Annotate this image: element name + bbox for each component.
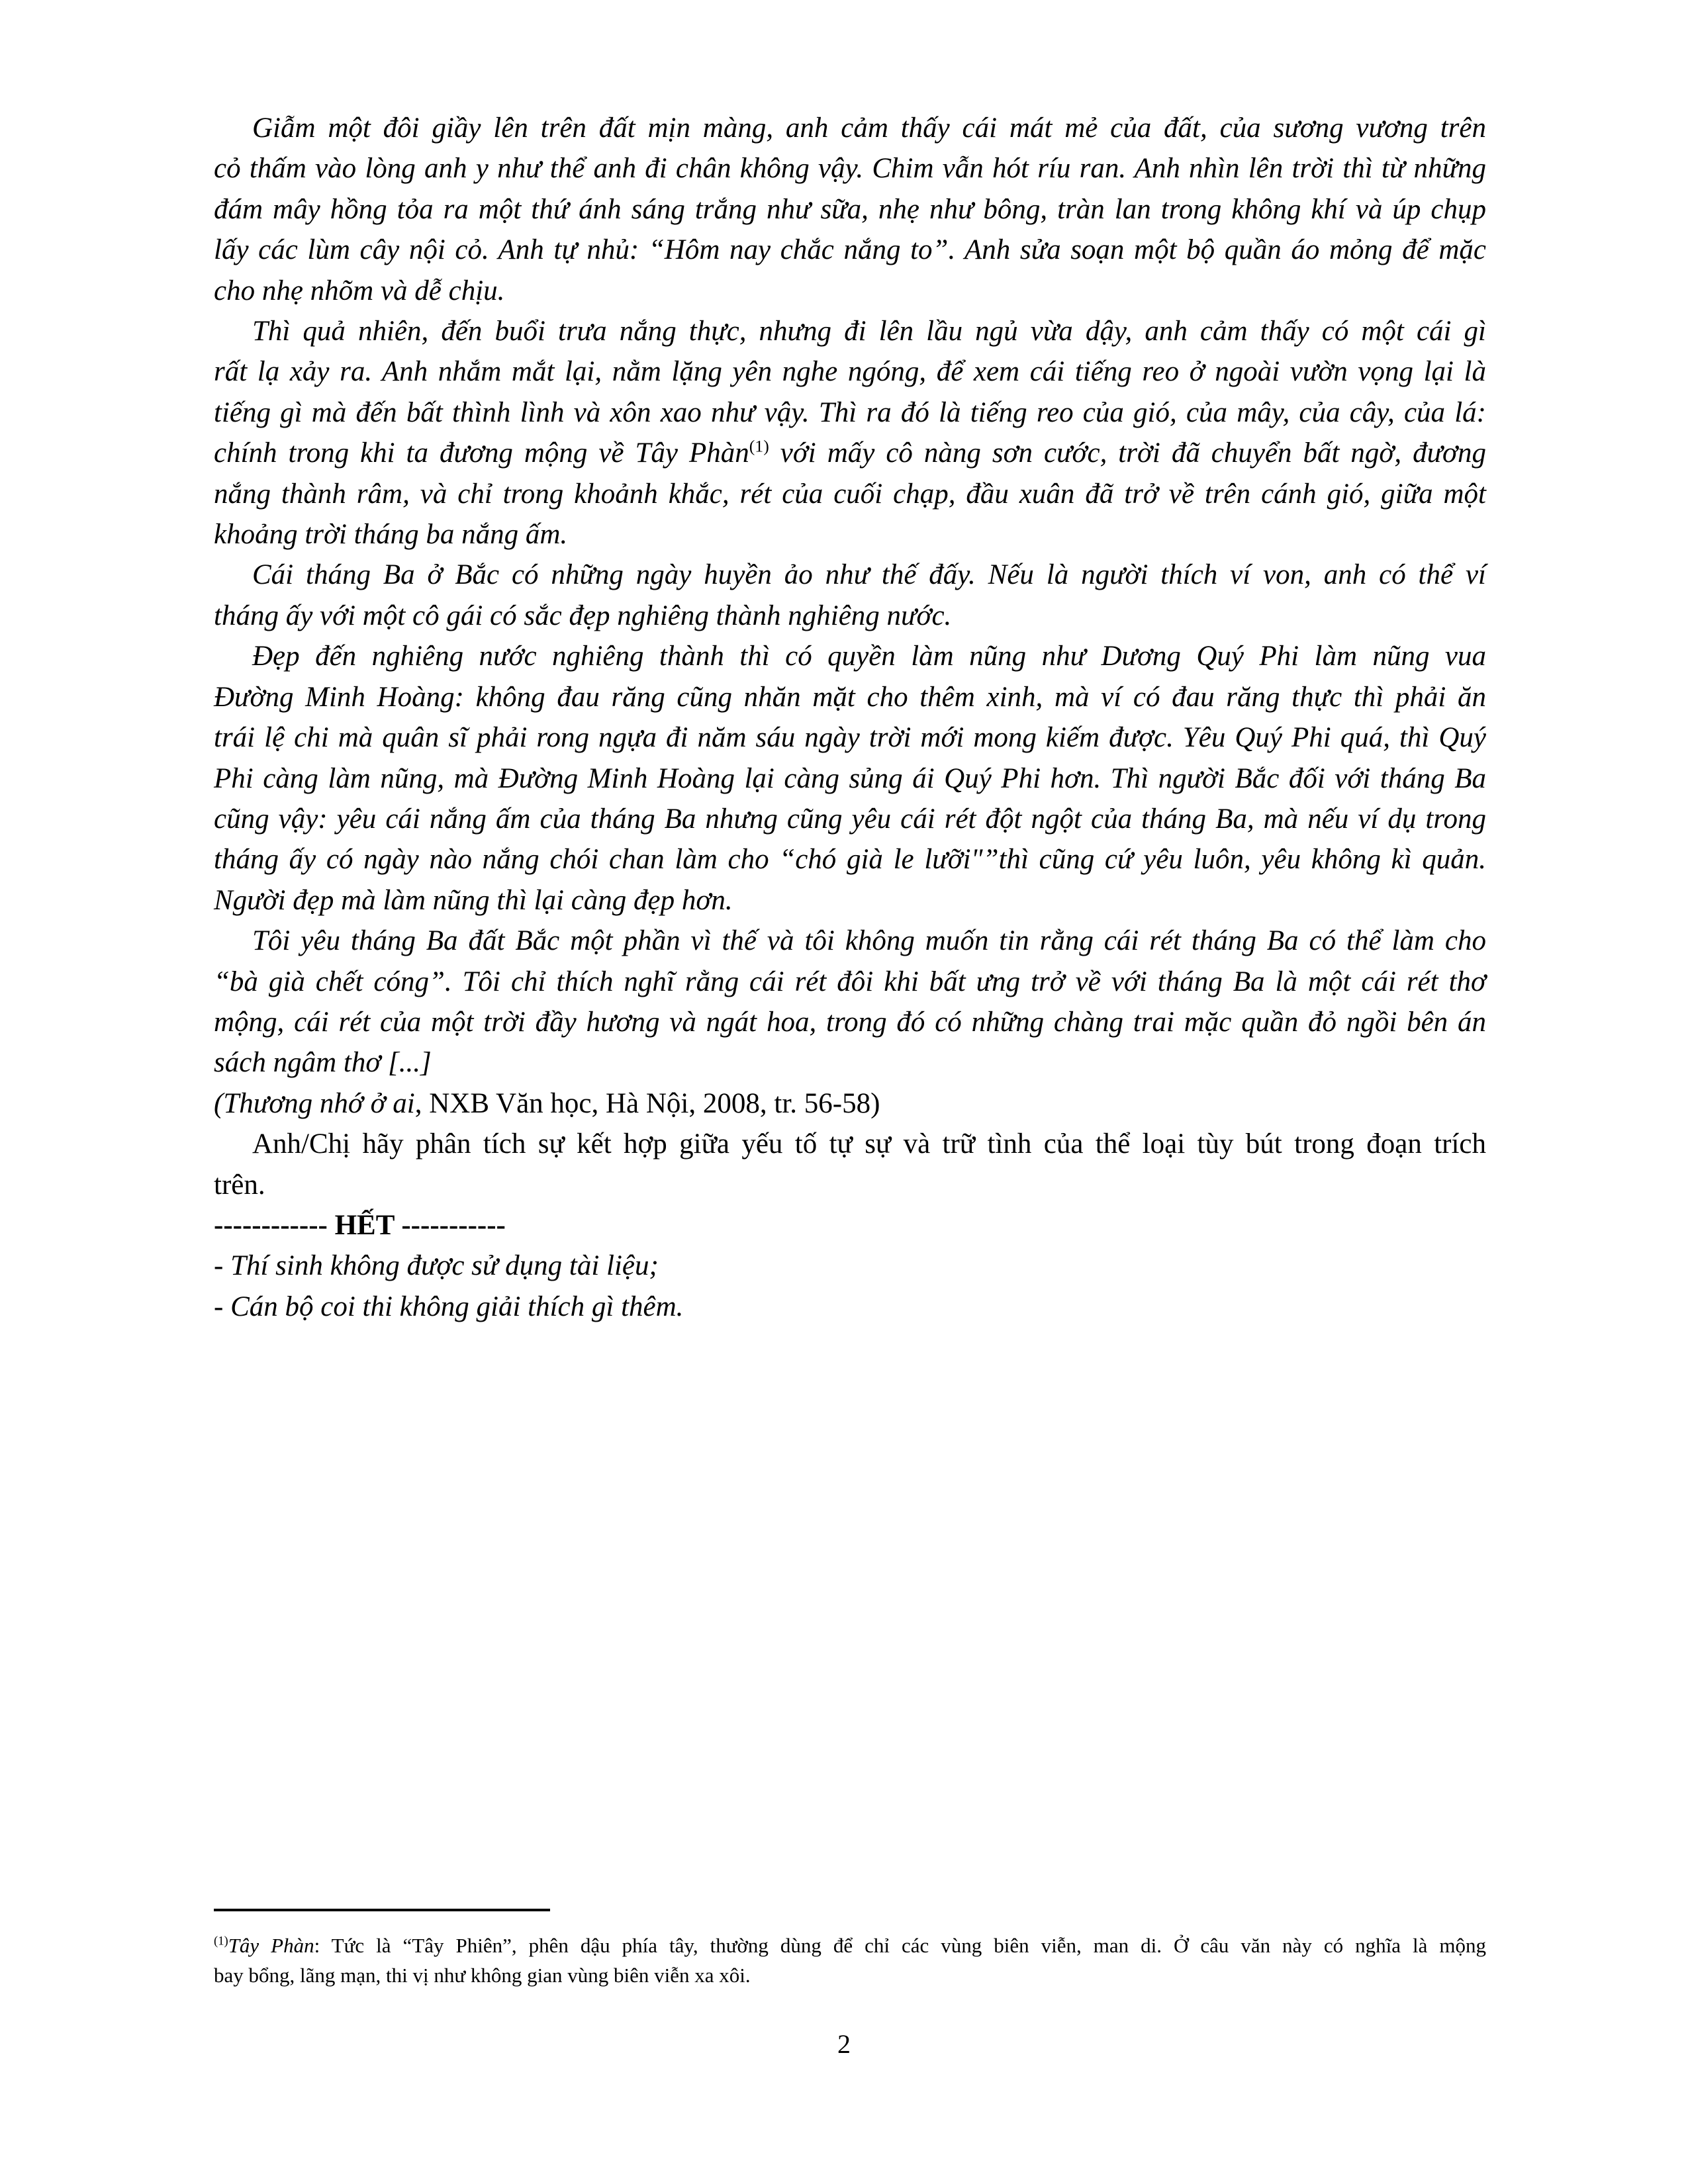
passage-line: sách ngâm thơ [...] [214,1047,432,1079]
source-citation [214,1083,1486,1124]
footnote-line-2: bay bổng, lãng mạn, thi vị như không gian vùng biên viễn xa xôi. [214,1964,751,1987]
passage-line: cỏ thấm vào lòng anh y như thể anh đi chân không vậy. Chim vẫn hót ríu ran. Anh nhìn lên trời thì từ những [214,153,1486,185]
question-line: Anh/Chị hãy phân tích sự kết hợp giữa yếu tố tự sự và trữ tình của thể loại tùy bút trong đoạn trích [252,1128,1486,1160]
passage-line: khoảng trời tháng ba nắng ấm. [214,519,568,551]
passage-line: tháng ấy với một cô gái có sắc đẹp nghiêng thành nghiêng nước. [214,600,952,631]
passage-line: cho nhẹ nhõm và dễ chịu. [214,275,505,306]
page-number: 2 [837,2029,851,2059]
footnote-reference[interactable]: (1) [749,436,769,456]
exam-note: - Cán bộ coi thi không giải thích gì thêm. [214,1291,684,1322]
passage-line: đám mây hồng tỏa ra một thứ ánh sáng trắng như sữa, nhẹ như bông, tràn lan trong không khí và úp chụp [214,193,1486,225]
passage-line: Phi càng làm nũng, mà Đường Minh Hoàng lại càng sủng ái Quý Phi hơn. Thì người Bắc đối với tháng Ba [214,762,1486,794]
document-body [214,108,1486,1327]
passage-line: Đẹp đến nghiêng nước nghiêng thành thì có quyền làm nũng như Dương Quý Phi làm nũng vua [252,641,1486,672]
passage-line: tiếng gì mà đến bất thình lình và xôn xao như vậy. Thì ra đó là tiếng reo của gió, của mây, của cây, của lá: [214,396,1486,428]
citation-rest: , NXB Văn học, Hà Nội, 2008, tr. 56-58) [414,1087,880,1119]
passage-line: chính trong khi ta đương mộng về Tây Phàn$^{(1)}$ với mấy cô nàng sơn cước, trời đã chuyển bất ngờ, đương [214,436,1486,469]
passage-line: Cái tháng Ba ở Bắc có những ngày huyền ảo như thế đấy. Nếu là người thích ví von, anh có thể ví [252,559,1486,591]
passage-line: Thì quả nhiên, đến buổi trưa nắng thực, nhưng đi lên lầu ngủ vừa dậy, anh cảm thấy có một cái gì [252,316,1486,347]
passage-line: Giẫm một đôi giầy lên trên đất mịn màng, anh cảm thấy cái mát mẻ của đất, của sương vương trên [252,113,1486,144]
question-line: trên. [214,1169,265,1201]
footnote-mark: (1) [214,1934,228,1948]
passage-line: lấy các lùm cây nội cỏ. Anh tự nhủ: “Hôm nay chắc nắng to”. Anh sửa soạn một bộ quần áo mỏng để mặc [214,234,1486,266]
passage-line: cũng vậy: yêu cái nắng ấm của tháng Ba nhưng cũng yêu cái rét đột ngột của tháng Ba, mà nếu ví dụ trong [214,803,1486,835]
footnote-term: Tây Phàn [228,1934,314,1957]
exam-note: - Thí sinh không được sử dụng tài liệu; [214,1250,659,1282]
footnote-line-1 [214,1931,1486,1960]
citation-title: Thương nhớ ở ai [223,1087,415,1119]
footnote-divider [214,1909,550,1911]
citation-open: ( [214,1087,224,1119]
footnote [214,1931,1486,1990]
passage-line: Tôi yêu tháng Ba đất Bắc một phần vì thế và tôi không muốn tin rằng cái rét tháng Ba có thể làm cho [252,925,1486,957]
passage-line: “bà già chết cóng”. Tôi chỉ thích nghĩ rằng cái rét đôi khi bất ưng trở về với tháng Ba là một cái rét thơ [214,966,1486,997]
passage-line: nắng thành râm, và chỉ trong khoảnh khắc, rét của cuối chạp, đầu xuân đã trở về trên cánh gió, giữa một [214,478,1486,510]
end-marker: ------------ HẾT ----------- [214,1209,506,1241]
passage-line: rất lạ xảy ra. Anh nhắm mắt lại, nằm lặng yên nghe ngóng, để xem cái tiếng reo ở ngoài vườn vọng lại là [214,356,1486,388]
passage-line: Người đẹp mà làm nũng thì lại càng đẹp hơn. [214,884,733,916]
passage-line: trái lệ chi mà quân sĩ phải rong ngựa đi năm sáu ngày trời mới mong kiếm được. Yêu Quý Phi quá, thì Quý [214,722,1486,754]
passage-line: mộng, cái rét của một trời đầy hương và ngát hoa, trong đó có những chàng trai mặc quần đỏ ngồi bên án [214,1006,1486,1038]
footnote-text: : Tức là “Tây Phiên”, phên dậu phía tây, thường dùng để chỉ các vùng biên viễn, man di. Ở câu văn này có nghĩa là mộng [314,1934,1487,1957]
passage-line: tháng ấy có ngày nào nắng chói chan làm cho “chó già le lưỡi"”thì cũng cứ yêu luôn, yêu không kì quản. [214,844,1486,876]
passage-line: Đường Minh Hoàng: không đau răng cũng nhăn mặt cho thêm xinh, mà ví có đau răng thực thì phải ăn [214,681,1486,713]
